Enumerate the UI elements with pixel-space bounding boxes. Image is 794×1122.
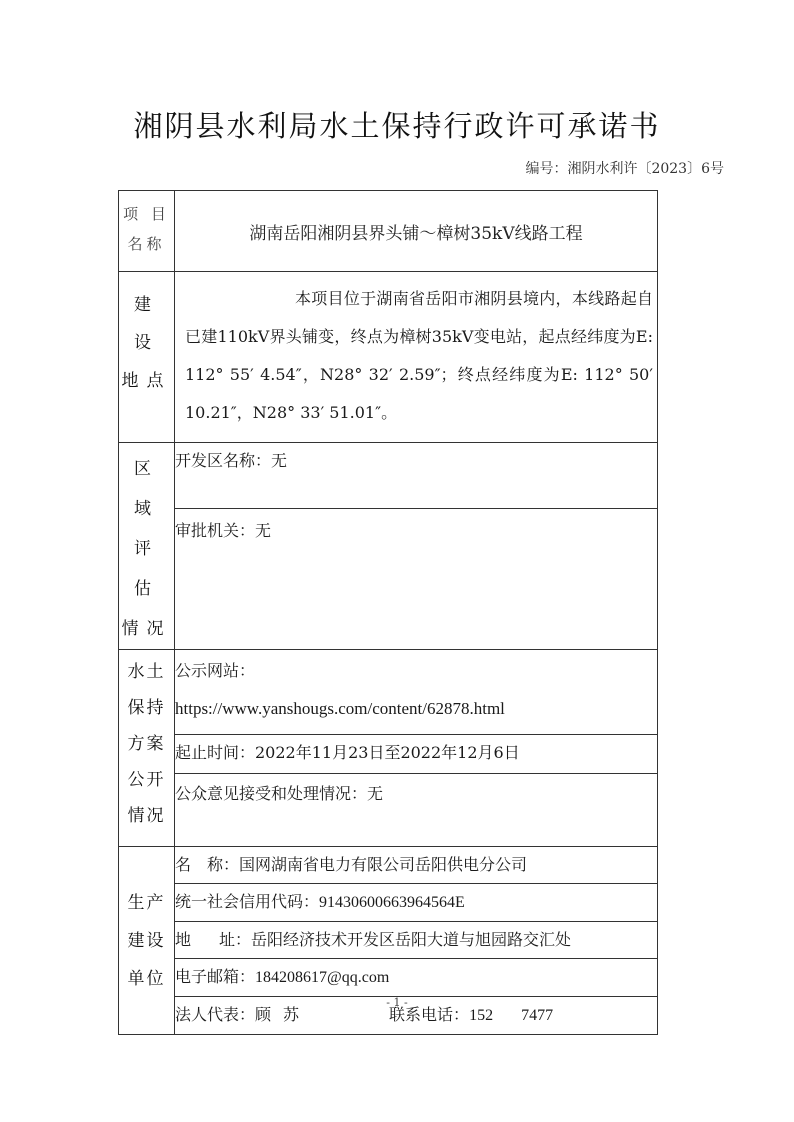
region-assessment-label: 区 域 评 估 情况 <box>119 443 175 650</box>
document-number: 编号：湘阴水利许〔2023〕6号 <box>525 161 724 177</box>
credit-code-label: 统一社会信用代码： <box>175 892 320 911</box>
publicity-row-period <box>119 735 658 774</box>
region-assessment-row-authority <box>119 509 658 650</box>
publicity-label: 水土 保持 方案 公开 情况 <box>119 650 175 847</box>
legal-rep-surname: 顾 <box>255 1005 272 1024</box>
publicity-row-opinions <box>119 774 658 847</box>
legal-rep-label: 法人代表： <box>175 1005 256 1024</box>
approval-authority-field: 审批机关：无 <box>175 509 658 650</box>
email-label: 电子邮箱： <box>175 967 256 986</box>
publicity-period-field: 起止时间：2022年11月23日至2022年12月6日 <box>175 735 658 774</box>
builder-row-email <box>119 959 658 997</box>
document-title: 湘阴县水利局水土保持行政许可承诺书 <box>133 109 661 143</box>
phone-label: 联系电话： <box>389 1005 470 1024</box>
commitment-form-table <box>118 190 658 1035</box>
builder-row-address <box>119 922 658 959</box>
legal-rep-given-name: 苏 <box>283 1005 300 1024</box>
builder-label: 生产 建设 单位 <box>119 847 175 1035</box>
builder-name-label: 名 称： <box>175 855 240 874</box>
publicity-row-website <box>119 650 658 735</box>
builder-name-value: 国网湖南省电力有限公司岳阳供电分公司 <box>239 855 528 874</box>
dev-zone-field: 开发区名称：无 <box>175 443 658 509</box>
credit-code-field <box>175 884 658 922</box>
website-label: 公示网站： <box>175 661 256 680</box>
address-value: 岳阳经济技术开发区岳阳大道与旭园路交汇处 <box>251 930 572 949</box>
builder-name-field <box>175 847 658 884</box>
location-label: 建 设 地点 <box>119 272 175 443</box>
email-value[interactable]: 184208617@qq.com <box>255 969 390 986</box>
builder-row-name <box>119 847 658 884</box>
address-label-part1: 地 <box>175 930 192 949</box>
region-assessment-row-devzone <box>119 443 658 509</box>
builder-row-credit-code <box>119 884 658 922</box>
page-number: - 1 - <box>386 996 408 1009</box>
publicity-website-field <box>175 650 658 735</box>
project-name-value: 湖南岳阳湘阴县界头铺～樟树35kV线路工程 <box>175 191 658 272</box>
phone-prefix: 152 <box>469 1007 494 1024</box>
credit-code-value: 91430600663964564E <box>319 894 465 911</box>
project-name-row <box>119 191 658 272</box>
public-opinion-field: 公众意见接受和处理情况：无 <box>175 774 658 847</box>
phone-suffix: 7477 <box>521 1007 554 1024</box>
location-row <box>119 272 658 443</box>
website-url-link[interactable]: https://www.yanshougs.com/content/62878.html <box>175 699 505 718</box>
address-field <box>175 922 658 959</box>
address-label-part2: 址： <box>219 930 252 949</box>
project-name-label: 项 目 名称 <box>119 191 175 272</box>
email-field <box>175 959 658 997</box>
location-description: 本项目位于湖南省岳阳市湘阴县境内，本线路起自已建110kV界头铺变，终点为樟树35kV变电站，起点经纬度为E: 112° 55′ 4.54″，N28° 32′ 2.59″；终点经纬度为E: 112° 50′ 10.21″，N28° 33′ 51.01″。 <box>175 272 658 443</box>
